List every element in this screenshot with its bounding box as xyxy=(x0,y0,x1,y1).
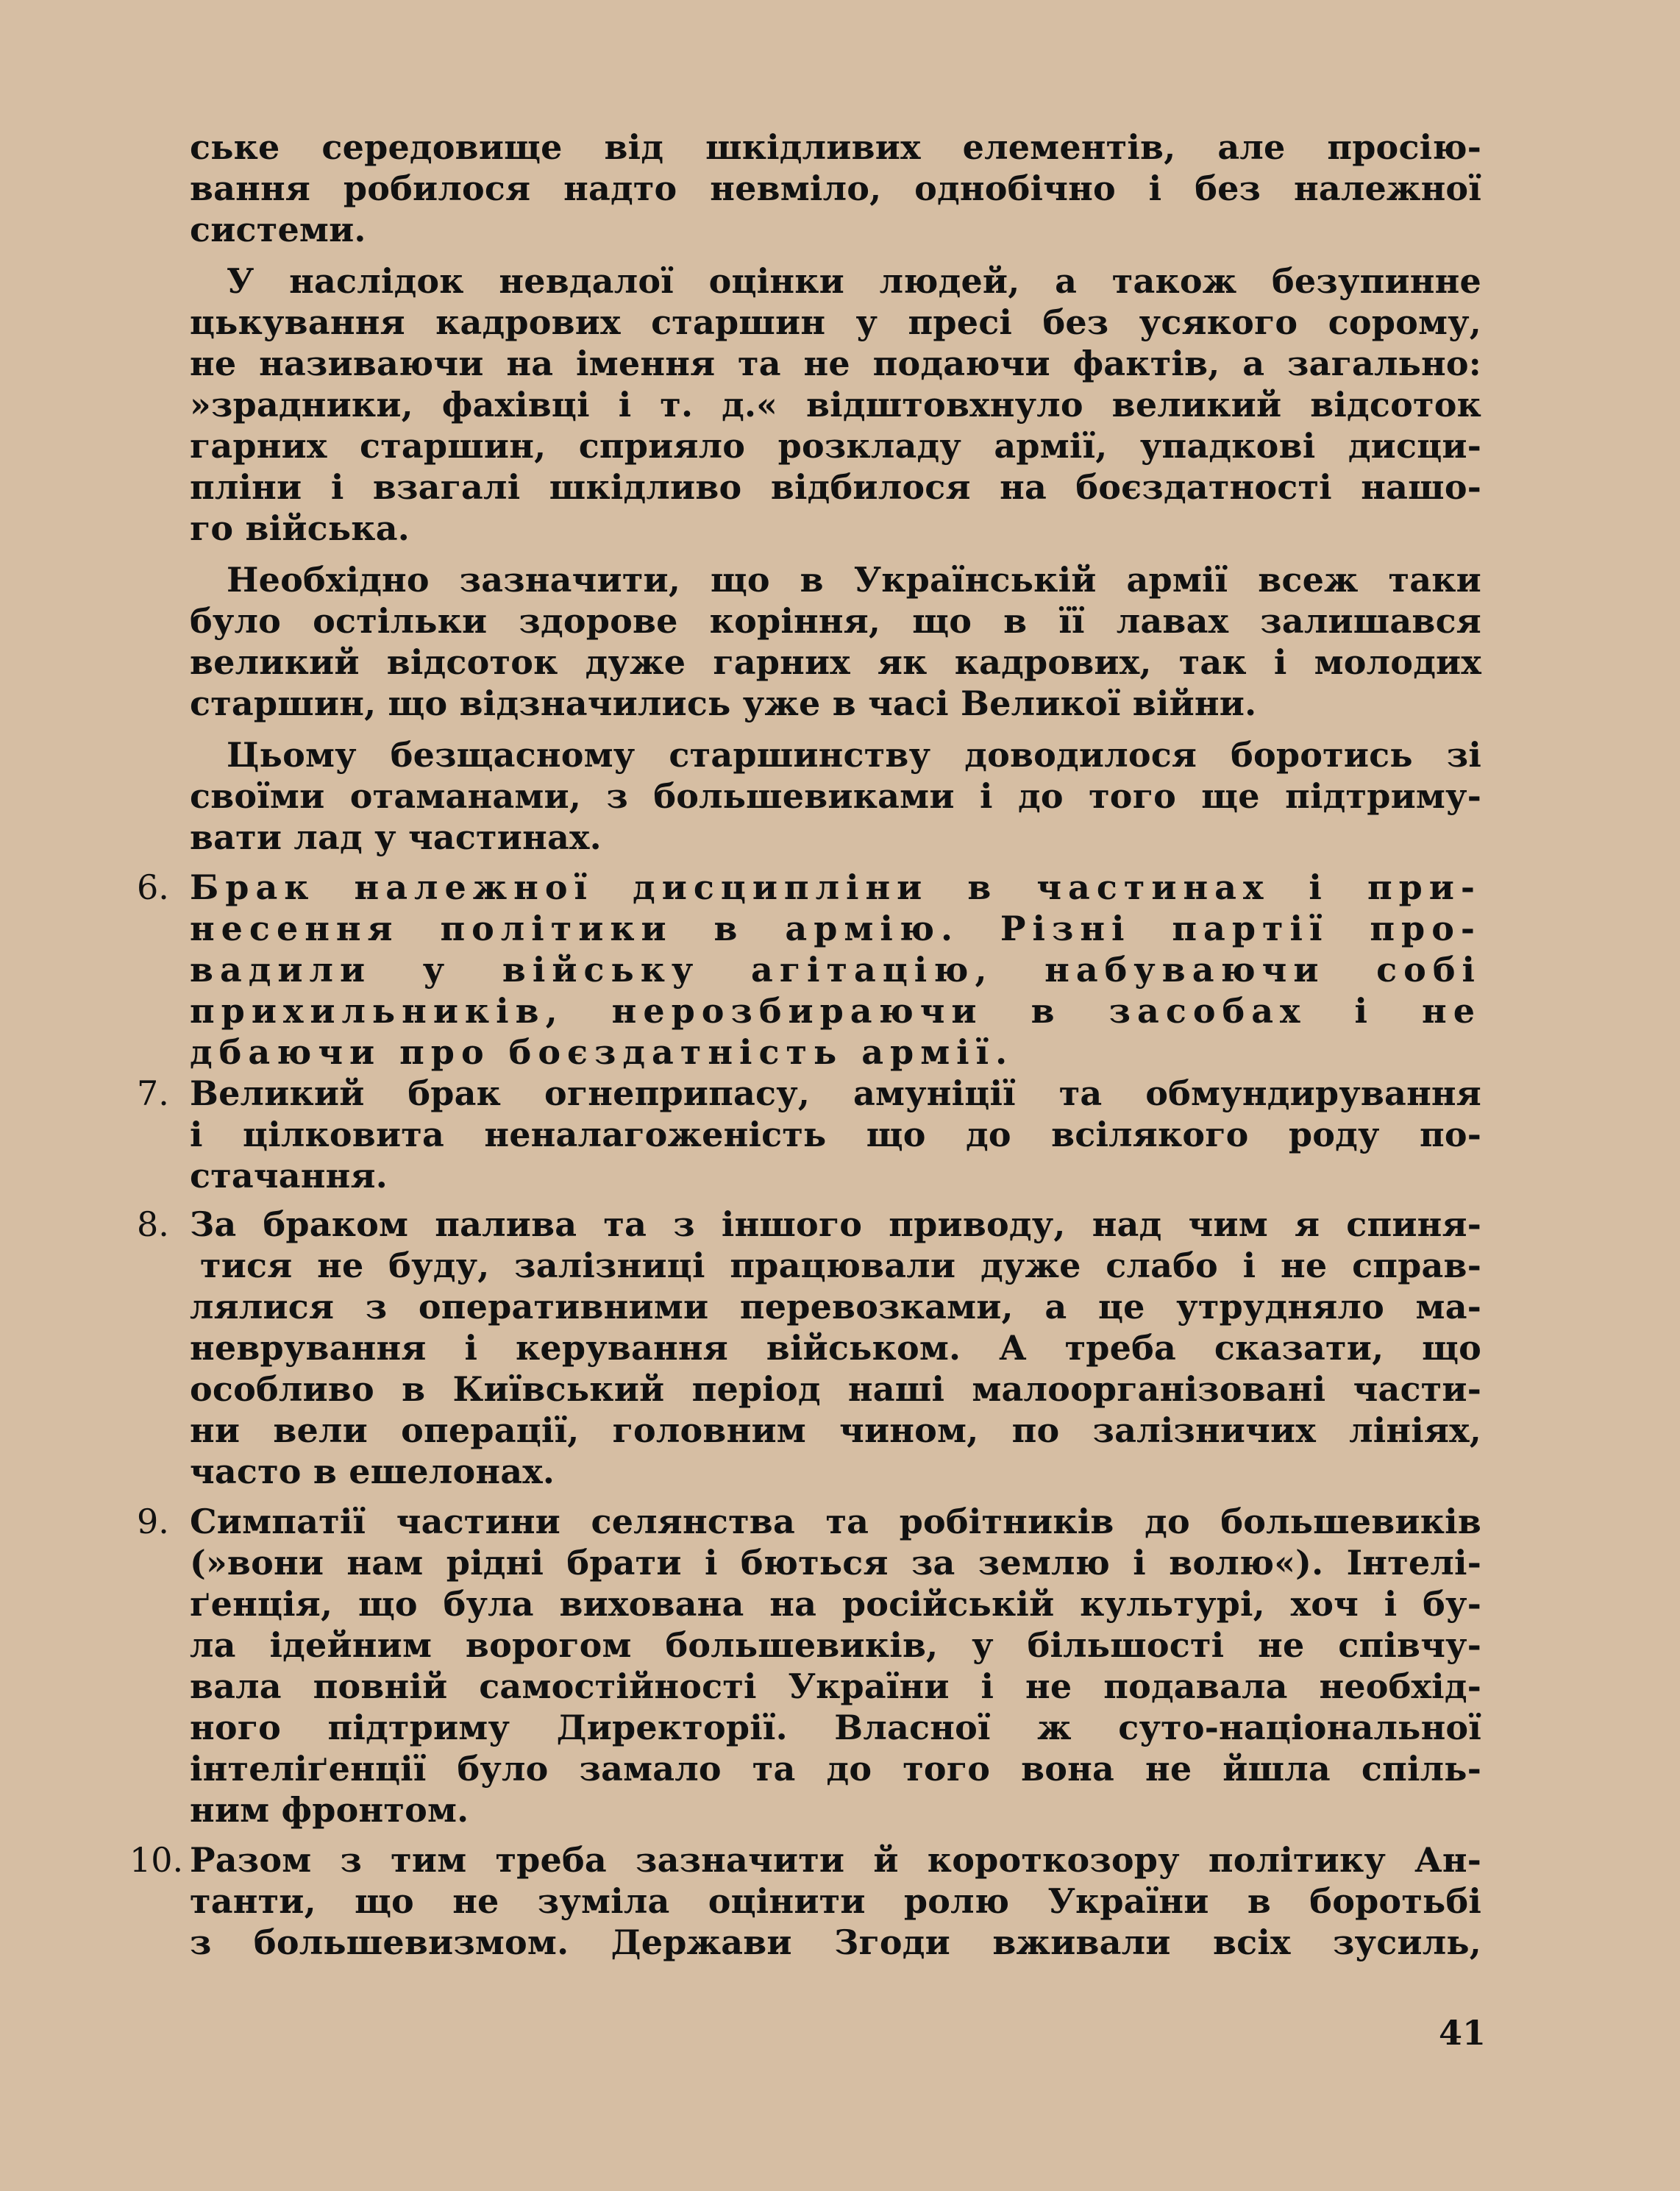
text-line: великий відсоток дуже гарних як кадрових, так і молодих xyxy=(190,642,1481,682)
text-line: і цілковита неналагоженість що до всілякого роду по- xyxy=(190,1115,1481,1154)
text-line: вання робилося надто невміло, однобічно і без належної xyxy=(190,168,1481,208)
text-line: Великий брак огнеприпасу, амуніції та обмундирування xyxy=(190,1073,1481,1113)
text-line: ни вели операції, головним чином, по залізничих лініях, xyxy=(190,1410,1481,1450)
text-line: системи. xyxy=(190,210,366,249)
text-line: цькування кадрових старшин у пресі без усякого сорому, xyxy=(190,302,1481,342)
text-line: лялися з оперативними перевозками, а це утрудняло ма- xyxy=(190,1287,1481,1327)
text-line: го війська. xyxy=(190,508,410,548)
text-line: своїми отаманами, з большевиками і до того ще підтриму- xyxy=(190,776,1481,816)
list-number: 10. xyxy=(129,1840,184,1880)
text-line: прихильників, нерозбираючи в засобах і не xyxy=(190,991,1481,1031)
text-line: Брак належної дисципліни в частинах і при- xyxy=(190,867,1481,907)
list-number: 9. xyxy=(137,1502,169,1541)
text-line: вадили у війську агітацію, набуваючи собі xyxy=(190,950,1481,990)
text-line: ґенція, що була вихована на російській культурі, хоч і бу- xyxy=(190,1584,1481,1624)
text-line: ське середовище від шкідливих елементів, але просію- xyxy=(190,127,1481,167)
list-number: 8. xyxy=(137,1204,169,1244)
text-line: ним фронтом. xyxy=(190,1790,469,1830)
text-line: стачання. xyxy=(190,1156,388,1196)
text-line: тися не буду, залізниці працювали дуже слабо і не справ- xyxy=(200,1246,1481,1285)
text-line: пліни і взагалі шкідливо відбилося на боєздатності нашо- xyxy=(190,467,1481,507)
text-line: з большевизмом. Держави Згоди вживали всіх зусиль, xyxy=(190,1922,1481,1962)
list-number: 7. xyxy=(137,1073,169,1113)
text-line: дбаючи про боєздатність армії. xyxy=(190,1032,1014,1072)
text-line: особливо в Київський період наші малоорганізовані части- xyxy=(190,1369,1481,1409)
text-line: було остільки здорове коріння, що в її лавах залишався xyxy=(190,601,1481,641)
text-line: інтеліґенції було замало та до того вона не йшла спіль- xyxy=(190,1749,1481,1789)
text-line: ла ідейним ворогом большевиків, у більшості не співчу- xyxy=(190,1625,1481,1665)
page-number: 41 xyxy=(1438,2013,1486,2053)
text-line: »зрадники, фахівці і т. д.« відштовхнуло великий відсоток xyxy=(190,385,1481,425)
text-line: вала повній самостійності України і не подавала необхід- xyxy=(190,1666,1481,1706)
text-line: неврування і керування військом. А треба сказати, що xyxy=(190,1328,1481,1368)
text-line: ного підтриму Директорії. Власної ж суто-національної xyxy=(190,1708,1481,1747)
text-line: гарних старшин, сприяло розкладу армії, упадкові дисци- xyxy=(190,426,1481,466)
text-line: Симпатії частини селянства та робітників до большевиків xyxy=(190,1502,1481,1541)
text-line: старшин, що відзначились уже в часі Великої війни. xyxy=(190,683,1257,723)
text-line: Цьому безщасному старшинству доводилося боротись зі xyxy=(227,735,1481,775)
text-line: вати лад у частинах. xyxy=(190,817,602,857)
text-line: Разом з тим треба зазначити й короткозору політику Ан- xyxy=(190,1840,1481,1880)
text-line: Необхідно зазначити, що в Українській армії всеж таки xyxy=(227,560,1481,600)
list-number: 6. xyxy=(137,867,169,907)
text-line: несення політики в армію. Різні партії про- xyxy=(190,909,1481,948)
text-line: не називаючи на імення та не подаючи фактів, а загально: xyxy=(190,344,1481,383)
text-line: У наслідок невдалої оцінки людей, а також безупинне xyxy=(227,261,1481,301)
text-line: часто в ешелонах. xyxy=(190,1452,555,1491)
text-line: танти, що не зуміла оцінити ролю України в боротьбі xyxy=(190,1881,1481,1921)
text-line: (»вони нам рідні брати і бються за землю і волю«). Інтелі- xyxy=(190,1543,1481,1583)
text-line: За браком палива та з іншого приводу, над чим я спиня- xyxy=(190,1204,1481,1244)
